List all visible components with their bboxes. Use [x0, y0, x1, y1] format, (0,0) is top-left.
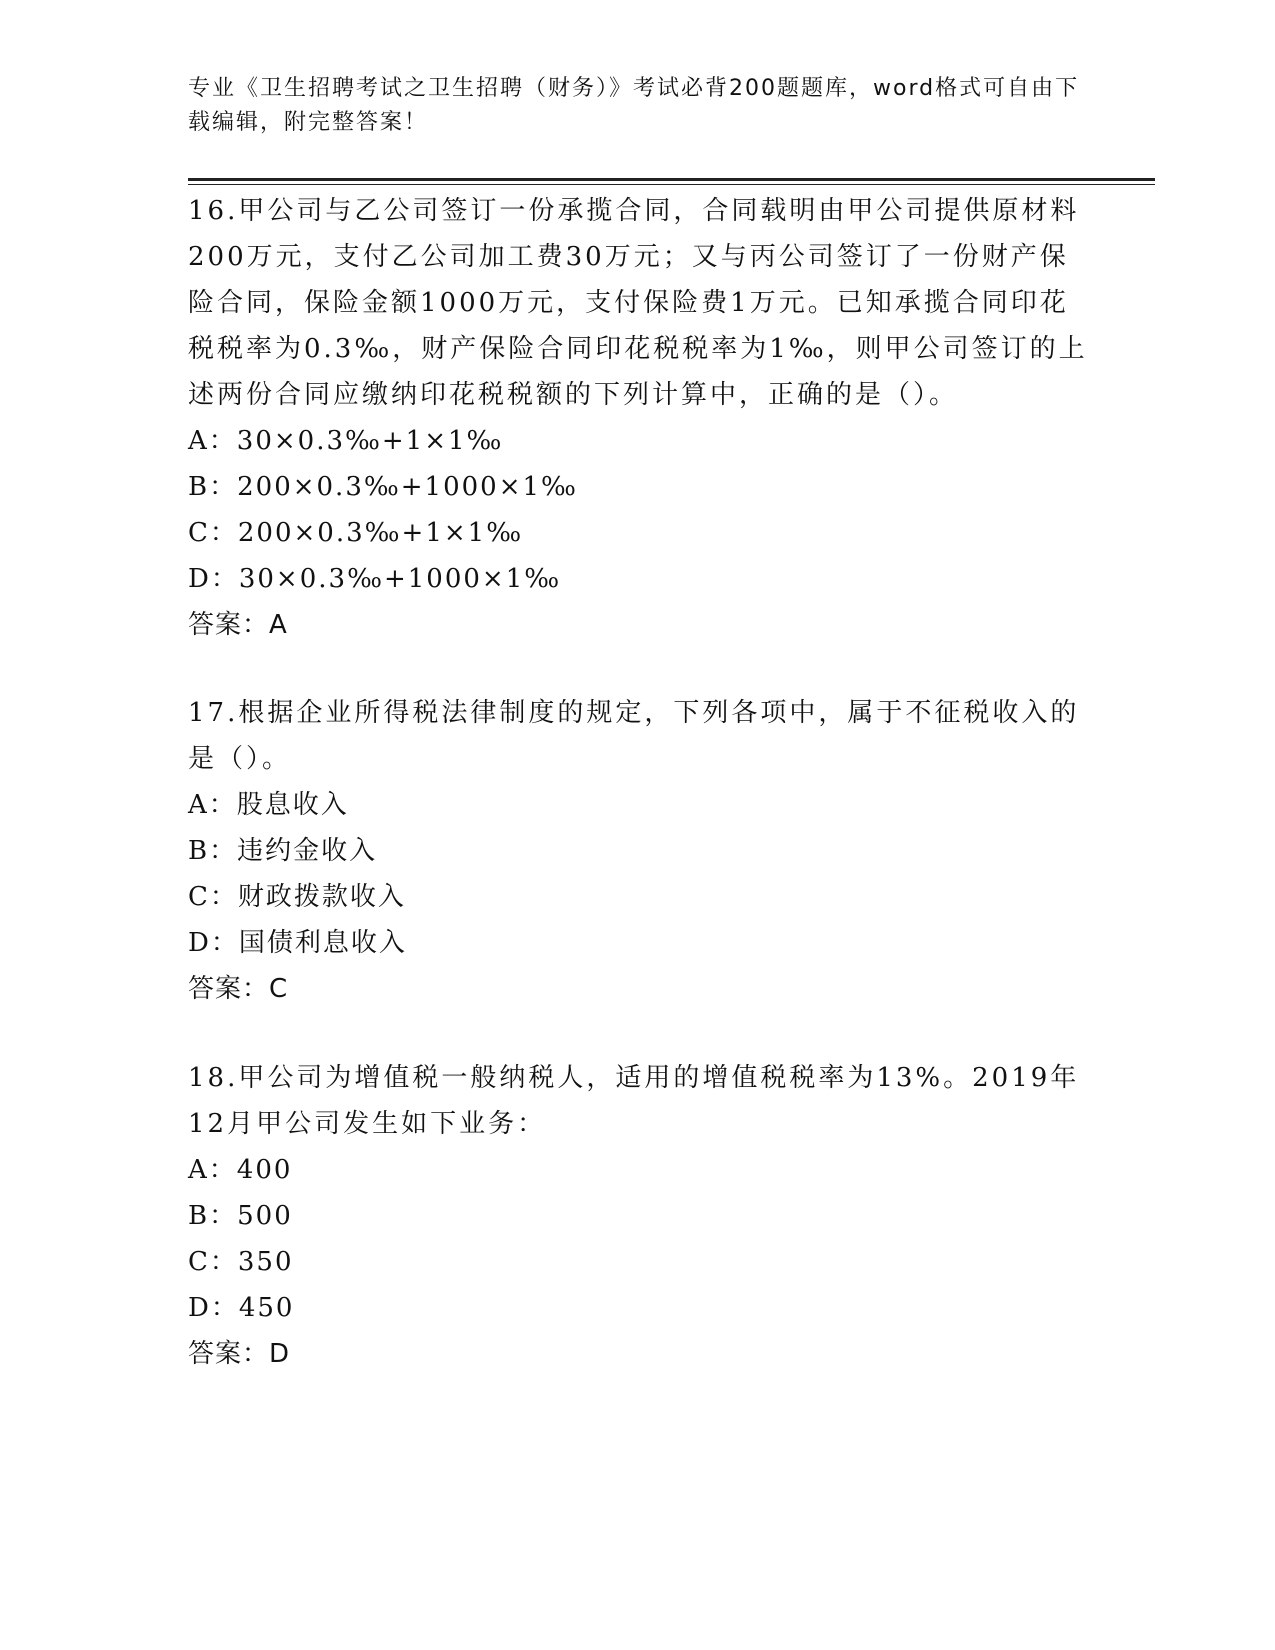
question-17 — [188, 690, 1088, 1012]
question-stem: 17.根据企业所得税法律制度的规定，下列各项中，属于不征税收入的是（）。 — [188, 698, 1080, 774]
option-a: A：30×0.3‰+1×1‰ — [188, 426, 504, 456]
option-c: C：200×0.3‰+1×1‰ — [188, 518, 524, 548]
question-18 — [188, 1055, 1088, 1377]
option-b: B：500 — [188, 1201, 293, 1231]
answer: 答案：C — [188, 974, 289, 1004]
answer: 答案：A — [188, 610, 288, 640]
option-a: A：400 — [188, 1155, 293, 1185]
header-divider-thick — [188, 178, 1155, 181]
question-stem: 16.甲公司与乙公司签订一份承揽合同，合同载明由甲公司提供原材料200万元，支付乙公司加工费30万元；又与丙公司签订了一份财产保险合同，保险金额1000万元，支付保险费1万元。已知承揽合同印花税税率为0.3‰，财产保险合同印花税税率为1‰，则甲公司签订的上述两份合同应缴纳印花税税额的下列计算中，正确的是（）。 — [188, 196, 1088, 410]
option-d: D：450 — [188, 1293, 295, 1323]
option-b: B：200×0.3‰+1000×1‰ — [188, 472, 578, 502]
header-divider-thin — [188, 184, 1155, 185]
question-stem: 18.甲公司为增值税一般纳税人，适用的增值税税率为13%。2019年12月甲公司发生如下业务： — [188, 1063, 1080, 1139]
option-d: D：国债利息收入 — [188, 928, 407, 958]
document-header: 专业《卫生招聘考试之卫生招聘（财务）》考试必背200题题库，word格式可自由下载编辑，附完整答案！ — [188, 76, 1080, 135]
option-d: D：30×0.3‰+1000×1‰ — [188, 564, 562, 594]
answer: 答案：D — [188, 1339, 291, 1369]
option-b: B：违约金收入 — [188, 836, 378, 866]
option-a: A：股息收入 — [188, 790, 349, 820]
option-c: C：350 — [188, 1247, 294, 1277]
option-c: C：财政拨款收入 — [188, 882, 406, 912]
question-16 — [188, 188, 1088, 648]
